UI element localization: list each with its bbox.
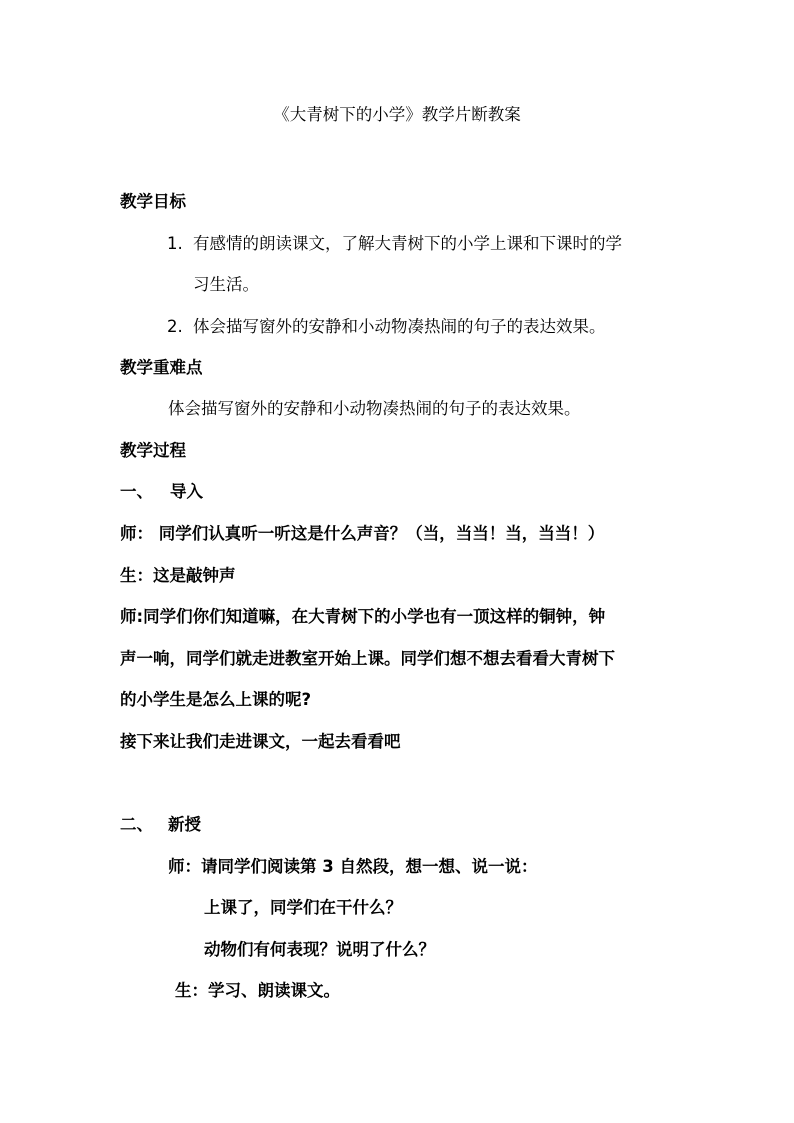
teacher-line-1: 师： 同学们认真听一听这是什么声音？（当，当当！当，当当！） bbox=[120, 524, 605, 543]
part1-title: 导入 bbox=[170, 482, 203, 501]
process-heading: 教学过程 bbox=[120, 441, 186, 460]
question-1: 上课了，同学们在干什么？ bbox=[204, 898, 402, 917]
closing-line: 接下来让我们走进课文，一起去看看吧 bbox=[120, 732, 401, 751]
objective-1-text-continued: 习生活。 bbox=[193, 275, 259, 294]
document-title: 《大青树下的小学》教学片断教案 bbox=[273, 105, 521, 124]
key-points-text: 体会描写窗外的安静和小动物凑热闹的句子的表达效果。 bbox=[168, 399, 581, 418]
teacher-line-2b: 声一响，同学们就走进教室开始上课。同学们想不想去看看大青树下 bbox=[120, 649, 615, 668]
objective-1-number: 1. bbox=[167, 234, 183, 253]
teacher-line-2a: 师:同学们你们知道嘛，在大青树下的小学也有一顶这样的铜钟，钟 bbox=[120, 607, 606, 626]
question-2: 动物们有何表现？说明了什么？ bbox=[204, 940, 435, 959]
key-points-heading: 教学重难点 bbox=[120, 358, 203, 377]
part2-number: 二、 bbox=[120, 815, 153, 834]
objective-1-text: 有感情的朗读课文，了解大青树下的小学上课和下课时的学 bbox=[193, 234, 622, 253]
part1-number: 一、 bbox=[120, 482, 153, 501]
objectives-heading: 教学目标 bbox=[120, 192, 186, 211]
objective-2-number: 2. bbox=[167, 317, 183, 336]
teacher-line-2c: 的小学生是怎么上课的呢? bbox=[120, 690, 312, 709]
objective-2-text: 体会描写窗外的安静和小动物凑热闹的句子的表达效果。 bbox=[193, 317, 606, 336]
part2-title: 新授 bbox=[168, 815, 201, 834]
student-answer: 生：学习、朗读课文。 bbox=[175, 981, 340, 1000]
student-line-1: 生：这是敲钟声 bbox=[120, 566, 236, 585]
teacher-prompt: 师：请同学们阅读第 3 自然段，想一想、说一说： bbox=[168, 857, 538, 876]
